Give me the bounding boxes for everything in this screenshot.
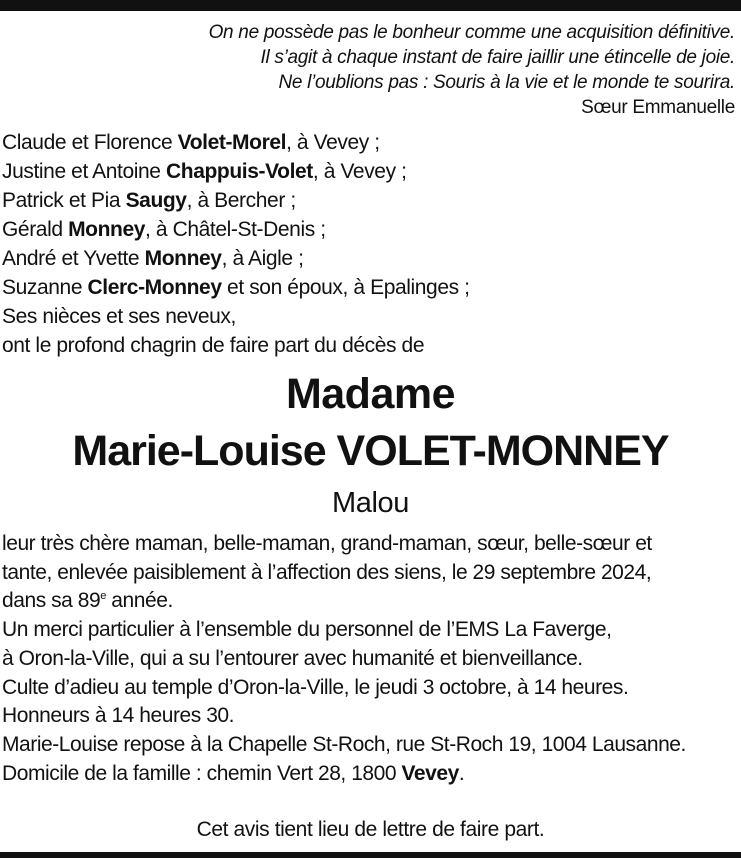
family-row: Patrick et Pia Saugy, à Bercher ; — [2, 189, 296, 212]
family-surname: Volet-Morel — [177, 131, 287, 154]
top-border-rule — [0, 0, 741, 11]
body-line: dans sa 89e année. — [2, 589, 173, 613]
family-row: Claude et Florence Volet-Morel, à Vevey ; — [2, 131, 380, 154]
family-row: André et Yvette Monney, à Aigle ; — [2, 247, 304, 270]
family-row: Ses nièces et ses neveux, — [2, 305, 236, 328]
quote-author: Sœur Emmanuelle — [581, 97, 735, 118]
family-row: Gérald Monney, à Châtel-St-Denis ; — [2, 218, 326, 241]
body-line: tante, enlevée paisiblement à l’affection des siens, le 29 septembre 2024, — [2, 560, 652, 584]
quote-line: Il s’agit à chaque instant de faire jaillir une étincelle de joie. — [260, 47, 735, 68]
footer-note: Cet avis tient lieu de lettre de faire part. — [196, 818, 545, 841]
service-line: Culte d’adieu au temple d’Oron-la-Ville, le jeudi 3 octobre, à 14 heures. — [2, 675, 629, 699]
thanks-line: Un merci particulier à l’ensemble du personnel de l’EMS La Faverge, — [2, 618, 612, 642]
chapel-line: Marie-Louise repose à la Chapelle St-Roch, rue St-Roch 19, 1004 Lausanne. — [2, 732, 686, 756]
thanks-line: à Oron-la-Ville, qui a su l’entourer avec humanité et bienveillance. — [2, 646, 583, 670]
announcement-body — [2, 530, 686, 788]
family-row: Suzanne Clerc-Monney et son époux, à Epalinges ; — [2, 276, 470, 299]
honours-line: Honneurs à 14 heures 30. — [2, 704, 235, 728]
body-line: leur très chère maman, belle-maman, grand-maman, sœur, belle-sœur et — [2, 532, 652, 555]
family-surname: Clerc-Monney — [87, 276, 222, 299]
family-surname: Saugy — [125, 189, 187, 212]
family-list — [2, 128, 470, 360]
quote-line: On ne possède pas le bonheur comme une acquisition définitive. — [208, 22, 735, 43]
family-surname: Monney — [144, 247, 222, 270]
family-surname: Chappuis-Volet — [166, 160, 313, 183]
deceased-name: Marie-Louise VOLET-MONNEY — [72, 427, 669, 475]
family-address-line: Domicile de la famille : chemin Vert 28, 1800 Vevey. — [2, 761, 465, 785]
announcement-intro: ont le profond chagrin de faire part du décès de — [2, 334, 425, 357]
quote-line: Ne l’oublions pas : Souris à la vie et le monde te sourira. — [278, 72, 735, 93]
deceased-nickname: Malou — [332, 487, 409, 519]
epigraph-quote — [209, 20, 735, 120]
ordinal-superscript: e — [100, 590, 106, 603]
deceased-title: Madame — [285, 370, 456, 418]
town-name: Vevey — [401, 761, 459, 785]
bottom-border-rule — [0, 852, 741, 858]
family-surname: Monney — [68, 218, 146, 241]
family-row: Justine et Antoine Chappuis-Volet, à Vevey ; — [2, 160, 407, 183]
